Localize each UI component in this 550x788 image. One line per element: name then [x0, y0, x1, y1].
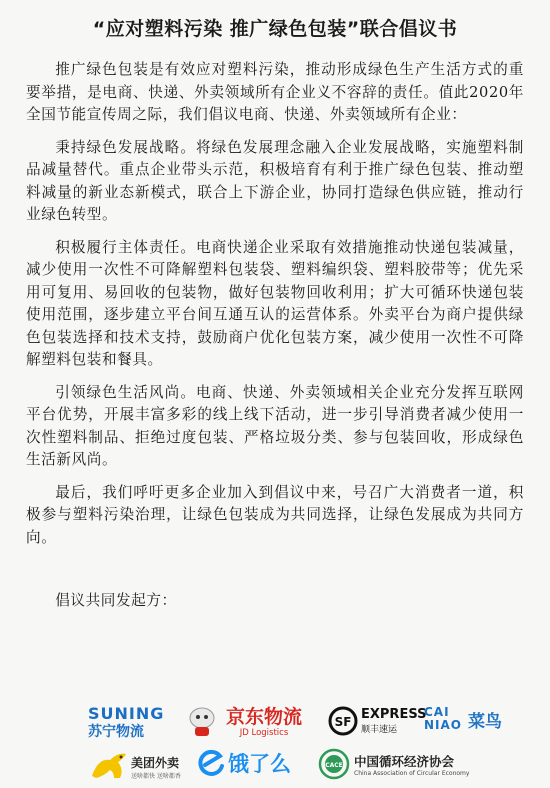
cace-logo: [318, 748, 469, 780]
meituan-waimai-cn: 美团外卖: [131, 756, 180, 770]
document-title: “应对塑料污染 推广绿色包装”联合倡议书: [92, 18, 458, 40]
initiators-label: 倡议共同发起方：: [55, 592, 177, 609]
sf-express-logo: [328, 706, 426, 736]
suning-logo-cn: 苏宁物流: [88, 724, 144, 740]
cace-name-en: China Association of Circular Economy: [354, 769, 470, 777]
logo-row-2: [0, 748, 550, 784]
cace-name-cn: 中国循环经济协会: [354, 753, 455, 769]
paragraph-lifestyle: 引领绿色生活风尚。电商、快递、外卖领域相关企业充分发挥互联网平台优势，开展丰富多彩的线上线下活动，进一步引导消费者减少使用一次性塑料制品、拒绝过度包装、严格垃圾分类、参与包装回收，形成绿色生活新风尚。: [26, 383, 524, 468]
eleme-name: 饿了么: [228, 752, 291, 776]
meituan-waimai-slogan: 送啥都快 送啥都香: [131, 773, 181, 780]
sf-express-en: EXPRESS: [361, 707, 427, 722]
robot-mascot-icon: [183, 704, 221, 738]
eleme-logo: [196, 748, 291, 778]
cainiao-en: CAI NIAO: [424, 705, 462, 732]
logo-row-1: [0, 700, 550, 742]
sf-mark-icon: [328, 706, 358, 736]
jd-logistics-cn: 京东物流: [226, 706, 303, 728]
cace-seal-icon: [318, 748, 350, 780]
jd-logistics-en: JD Logistics: [239, 728, 289, 738]
eleme-e-icon: [196, 748, 226, 778]
sf-mark-text: SF: [334, 715, 352, 729]
suning-logo: [88, 704, 164, 741]
cainiao-cn: 菜鸟: [468, 711, 502, 732]
meituan-waimai-logo: [131, 754, 181, 780]
cace-seal-text: CACE: [325, 762, 343, 769]
paragraph-responsibility: 积极履行主体责任。电商快递企业采取有效措施推动快递包装减量，减少使用一次性不可降解塑料包装袋、塑料编织袋、塑料胶带等；优先采用可复用、易回收的包装物，做好包装物回收利用；扩大可循环快递包装使用范围，逐步建立平台间互通互认的运营体系。外卖平台为商户提供绿色包装选择和技术支持，鼓励商户优化包装方案，减少使用一次性不可降解塑料包装和餐具。: [26, 238, 524, 368]
paragraph-intro: 推广绿色包装是有效应对塑料污染，推动形成绿色生产生活方式的重要举措，是电商、快递、外卖领域所有企业义不容辞的责任。值此2020年全国节能宣传周之际，我们倡议电商、快递、外卖领域所有企业：: [26, 61, 524, 123]
cainiao-logo: [424, 706, 502, 732]
kangaroo-icon: [88, 748, 132, 782]
paragraph-closing: 最后，我们呼吁更多企业加入到倡议中来，号召广大消费者一道，积极参与塑料污染治理，让绿色包装成为共同选择，让绿色发展成为共同方向。: [26, 483, 524, 546]
jd-logistics-logo: [226, 702, 302, 738]
suning-logo-text: SUNING: [88, 704, 165, 723]
paragraph-strategy: 秉持绿色发展战略。将绿色发展理念融入企业发展战略，实施塑料制品减量替代。重点企业带头示范，积极培育有利于推广绿色包装、推动塑料减量的新业态新模式，联合上下游企业，协同打造绿色供应链，推动行业绿色转型。: [26, 138, 524, 223]
sf-express-cn: 顺丰速运: [361, 725, 398, 735]
